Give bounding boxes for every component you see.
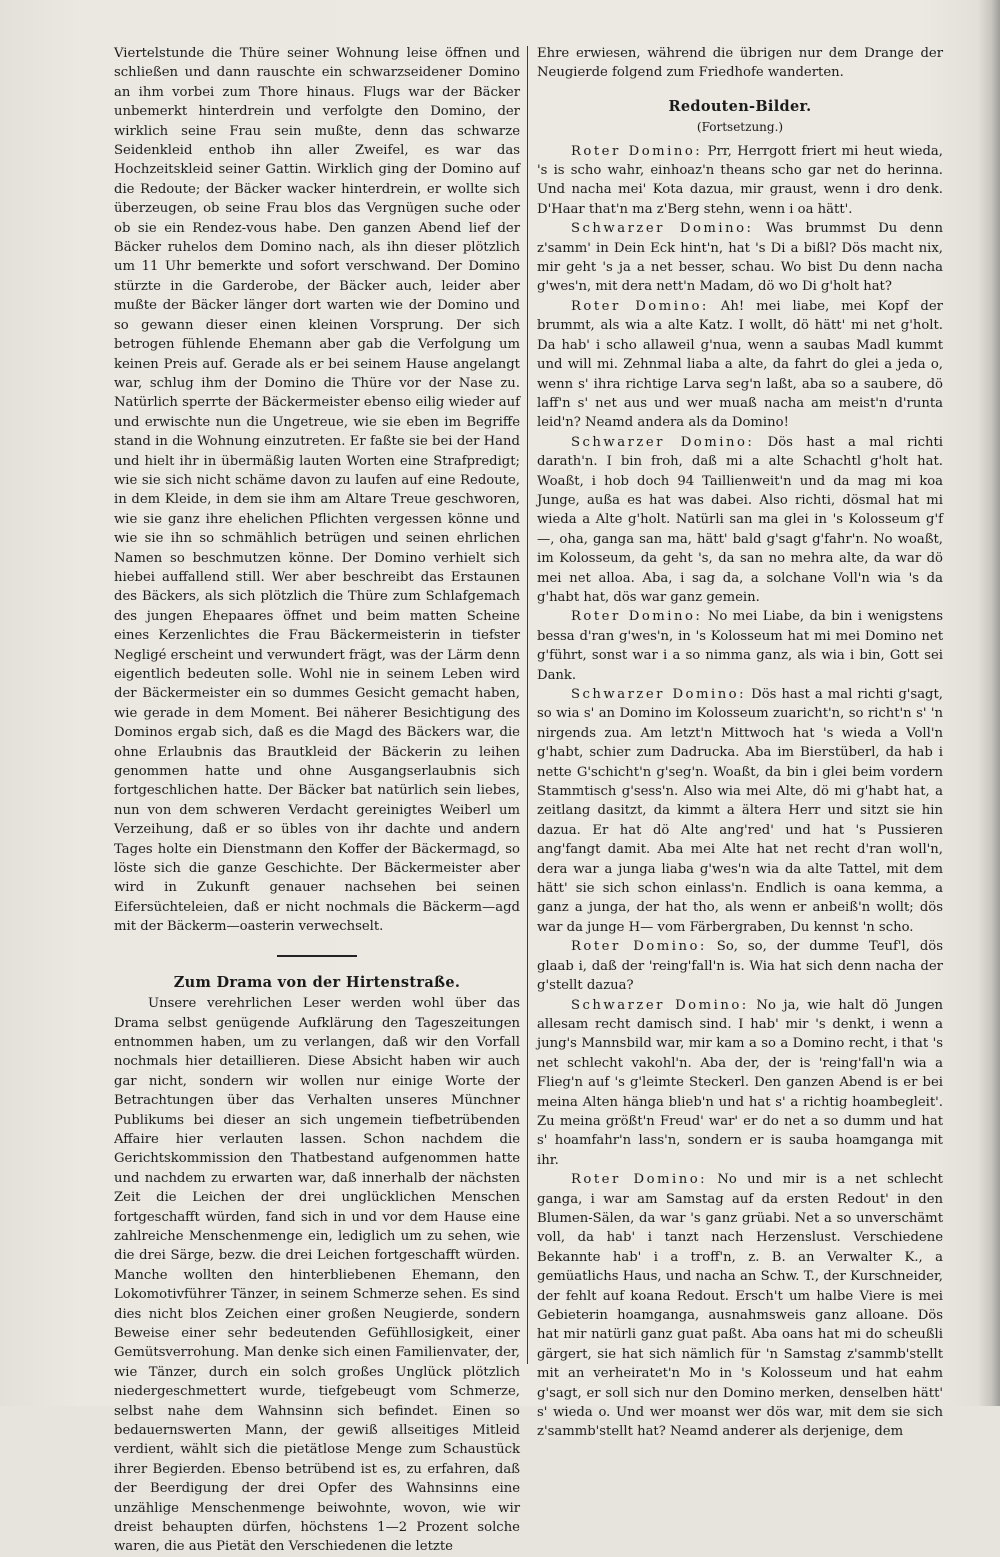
right-column (537, 44, 943, 1442)
dialogue-line (537, 607, 943, 685)
article-heading-redouten: Redouten-Bilder. (668, 97, 812, 115)
speaker-name: Schwarzer Domino: (571, 687, 747, 702)
speaker-name: Roter Domino: (571, 1172, 708, 1188)
speaker-name: Roter Domino: (571, 609, 703, 625)
dialogue-text: Ah! mei liabe, mei Kopf der brummt, als wia a alte Katz. I wollt, dö hätt' mi net g'holt. Da hab' i scho allaweil g'nua, wenn a saubas Madl kummt und will mi. Zehnmal liaba a alte, da fahrt do glei a jeda o, wenn s' ihra richtige Larva seg'n laßt, aba so a saubere, dö laff'n s' net aus und wer muaß nacha am meist'n d'runta leid'n? Neamd andera als da Domino! (537, 298, 943, 431)
speaker-name: Schwarzer Domino: (571, 434, 755, 450)
article-continuation-text: Viertelstunde die Thüre seiner Wohnung leise öffnen und schließen und dann rauschte ein schwarzseidener Domino an ihm vorbei zum Thore hinaus. Flugs war der Bäcker unbemerkt hinterdrein und verfolgte den Domino, der wirklich seine Frau sein mußte, denn das schwarze Seidenkleid enthob ihn aller Zweifel, es war das Hochzeitskleid seiner Gattin. Wirklich ging der Domino auf die Redoute; der Bäcker wacker hinterdrein, er wollte sich überzeugen, ob seine Frau blos das Vergnügen suche oder ob sie ein Rendez-vous habe. Den ganzen Abend lief der Bäcker ruhelos dem Domino nach, als ihn dieser plötzlich um 11 Uhr bemerkte und sofort verschwand. Der Domino stürzte in die Garderobe, der Bäcker auch, leider aber mußte der Bäcker länger dort warten wie der Domino und so gewann dieser einen kleinen Vorsprung. Der sich betrogen fühlende Ehemann aber gab die Verfolgung um keinen Preis auf. Gerade als er bei seinem Hause angelangt war, schlug ihm der Domino die Thüre vor der Nase zu. Natürlich sperrte der Bäckermeister ebenso eilig wieder auf und erwischte nun die Ungetreue, wie sie eben im Begriffe stand in die Wohnung einzutreten. Er faßte sie bei der Hand und hielt ihr in übermäßig lauten Worten eine Strafpredigt; wie sie sich nicht schäme davon zu laufen auf eine Redoute, in dem Kleide, in dem sie ihm am Altare Treue geschworen, wie sie ganz ihre ehelichen Pflichten vergessen könne und wie sie ihn so schmählich betrügen und seinen ehrlichen Namen so beschmutzen könne. Der Domino verhielt sich hiebei auffallend still. Wer aber beschreibt das Erstaunen des Bäckers, als sich plötzlich die Thüre zum Schlafgemach des jungen Ehepaares öffnet und beim matten Scheine eines Kerzenlichtes die Frau Bäckermeisterin in tiefster Negligé erscheint und verwundert frägt, was der Lärm denn eigentlich bedeuten solle. Wohl nie in seinem Leben wird der Bäckermeister ein so dummes Gesicht gemacht haben, wie gerade in dem Moment. Bei näherer Besichtigung des Dominos ergab sich, daß es die Magd des Bäckers war, die ohne Erlaubnis das Brautkleid der Bäckerin zu leihen genommen hatte und ohne Ausgangserlaubnis sich fortgeschlichen hatte. Der Bäcker bat natürlich sein liebes, nun von dem schweren Verdacht gereinigtes Weiberl um Verzeihung, daß er so übles von ihr dachte und andern Tages holte ein Dienstmann den Koffer der Bäckermagd, so löste sich die ganze Geschichte. Der Bäckermeister aber wird in Zukunft genauer nachsehen bei seinen Eifersüchteleien, daß er nicht nochmals die Bäckerm—agd mit der Bäckerm—oasterin verwechselt. (114, 46, 520, 935)
column-divider (527, 46, 528, 1364)
dialogue-line (537, 142, 943, 220)
dialogue-line (537, 937, 943, 995)
dialogue-line (537, 685, 943, 937)
section-divider (277, 955, 357, 957)
article-heading-hirtenstrasse: Zum Drama von der Hirtenstraße. (173, 973, 461, 991)
dialogue-line (537, 219, 943, 297)
dialogue-text: Prr, Herrgott friert mi heut wieda, 's is scho wahr, einhoaz'n theans scho gar net do herinna. Und nacha mei' Kota dazua, mir graust, wenn i dro denk. D'Haar that'n ma z'Berg stehn, wenn i oa hätt'. (537, 143, 943, 217)
speaker-name: Schwarzer Domino: (571, 221, 754, 237)
speaker-name: Roter Domino: (571, 143, 703, 159)
dialogue-line (537, 1170, 943, 1442)
speaker-name: Schwarzer Domino: (571, 997, 749, 1013)
dialogue-line (537, 433, 943, 608)
article-continuation-right: Ehre erwiesen, während die übrigen nur dem Drange der Neugierde folgend zum Friedhofe wanderten. (537, 46, 943, 81)
dialogue-text: No mei Liabe, da bin i wenigstens bessa d'ran g'wes'n, in 's Kolosseum hat mi mei Domino net g'führt, sonst war i a so nimma ganz, als wia i bin, Gott sei Dank. (537, 609, 943, 683)
dialogue-text: Was brummst Du denn z'samm' in Dein Eck hint'n, hat 's Di a bißl? Dös macht nix, mir geht 's ja a net besser, schau. Wo bist Du denn nacha g'wes'n, mit dera nett'n Madam, dö wo Di g'holt hat? (537, 221, 943, 295)
article-body-hirtenstrasse: Unsere verehrlichen Leser werden wohl über das Drama selbst genügende Aufklärung den Tageszeitungen entnommen haben, um zu verlangen, daß wir den Vorfall nochmals hier detaillieren. Diese Absicht haben wir auch gar nicht, sondern wir wollen nur einige Worte der Betrachtungen über das Verhalten unseres Münchner Publikums bei dieser an sich ungemein tiefbetrübenden Affaire hier verlauten lassen. Schon nachdem die Gerichtskommission den Thatbestand aufgenommen hatte und nachdem zu erwarten war, daß innerhalb der nächsten Zeit die Leichen der drei unglücklichen Menschen fortgeschafft würden, fand sich in und vor dem Hause eine zahlreiche Menschenmenge ein, lediglich um zu sehen, wie die drei Särge, bezw. die drei Leichen fortgeschafft würden. Manche wollten den hinterbliebenen Ehemann, den Lokomotivführer Tänzer, in seinem Schmerze sehen. Es sind dies nicht blos Zeichen einer großen Neugierde, sondern Beweise einer sehr bedeutenden Gefühllosigkeit, einer Gemütsverrohung. Man denke sich einen Familienvater, der, wie Tänzer, durch ein solch großes Unglück plötzlich niedergeschmettert wurde, tiefgebeugt vom Schmerze, selbst nahe dem Wahnsinn sich befindet. Einen so bedauernswerten Mann, der gewiß allseitiges Mitleid verdient, wählt sich die pietätlose Menge zum Schaustück ihrer Begierden. Ebenso betrübend ist es, zu erfahren, daß der Beerdigung der drei Opfer des Wahnsinns eine unzählige Menschenmenge beiwohnte, wovon, wie wir dreist behaupten dürfen, höchstens 1—2 Prozent solche waren, die aus Pietät den Verschiedenen die letzte (114, 996, 520, 1555)
dialogue-text: No und mir is a net schlecht ganga, i war am Samstag auf da ersten Redout' in den Blumen-Sälen, da war 's ganz grüabi. Net a so unverschämt voll, da hab' i tanzt nach Herzenslust. Verschiedene Bekannte hab' i a troff'n, z. B. an Verwalter K., a gemüatlichs Haus, und nacha an Schw. T., der Kurschneider, der fehlt auf koana Redout. Ersch't um halbe Viere is mei Gebieterin hoamganga, ausnahmsweis ganz alloane. Dös hat mir natürli ganz guat paßt. Aba oans hat mi do scheußli gärgert, sie hat sich nämlich für 'n Samstag z'sammb'stellt mit an verheiratet'n Mo in 's Kolosseum und hat eahm g'sagt, er soll sich nur den Domino merken, denselben hätt' s' wieda o. Und wer moanst wer dös war, mit dem sie sich z'sammb'stellt hat? Neamd anderer als derjenige, dem (537, 1172, 943, 1440)
article-subheading: (Fortsetzung.) (696, 120, 784, 135)
speaker-name: Roter Domino: (571, 298, 709, 314)
page-edge-shadow (978, 0, 1000, 1406)
dialogue-text: Dös hast a mal richti g'sagt, so wia s' an Domino im Kolosseum zuaricht'n, so richt'n s' 'n nirgends zua. Am letzt'n Mittwoch hat 's wieda a Voll'n g'habt, schier zum Dadrucka. Aba im Bierstüberl, da hab i nette G'schicht'n g'seg'n. Woaßt, da bin i glei beim vordern Stammtisch g'sess'n. Also wia mei Alte, dö mi g'habt hat, a zeitlang dasitzt, da kimmt a ältera Herr und sitzt sie hin dazua. Er hat dö Alte ang'red' und hat 's Pussieren ang'fangt damit. Aba mei Alte hat net recht d'ran woll'n, dera war a junga liaba g'wes'n wia da alte Tattel, mit dem hätt' sie sich schon einlass'n. Endlich is oana kemma, a ganz a junga, der hat tho, als wenn er anbeiß'n wollt; dös war da junge H— vom Färbergraben, Du kennst 'n scho. (537, 687, 943, 935)
dialogue-text: Dös hast a mal richti darath'n. I bin froh, daß mi a alte Schachtl g'holt hat. Woaßt, i hob doch 94 Taillienweit'n und da mag mi koa Junge, außa es hat was dabei. Also richti, dösmal hat mi wieda a Alte g'holt. Natürli san ma glei in 's Kolosseum g'f—, oha, ganga san ma, hätt' bald g'sagt g'fahr'n. No woaßt, im Kolosseum, da geht 's, da san no mehra alte, da war dö mei net alloa. Aba, i sag da, a solchane Voll'n wia 's da g'habt hat, dös war ganz gemein. (537, 434, 943, 605)
dialogue-line (537, 297, 943, 433)
dialogue-line (537, 996, 943, 1171)
dialogue-list (537, 142, 943, 1442)
dialogue-text: No ja, wie halt dö Jungen allesam recht damisch sind. I hab' mir 's denkt, i wenn a jung's Mannsbild war, mir kam a so a Domino recht, i that 's net schlecht vakohl'n. Aba der, der is 'reing'fall'n wia a Flieg'n auf 's g'leimte Steckerl. Den ganzen Abend is er bei meina Alten hänga blieb'n und hat s' a richtig hoambegleit'. Zu meina größt'n Freud' war' er do net a so dumm und hat s' hoamfahr'n lass'n, sondern er is sauba hoamganga mit ihr. (537, 997, 943, 1168)
dialogue-text: So, so, der dumme Teuf'l, dös glaab i, daß der 'reing'fall'n is. Wia hat sich denn nacha der g'stellt dazua? (537, 939, 943, 994)
speaker-name: Roter Domino: (571, 939, 707, 955)
left-column (114, 44, 520, 1557)
